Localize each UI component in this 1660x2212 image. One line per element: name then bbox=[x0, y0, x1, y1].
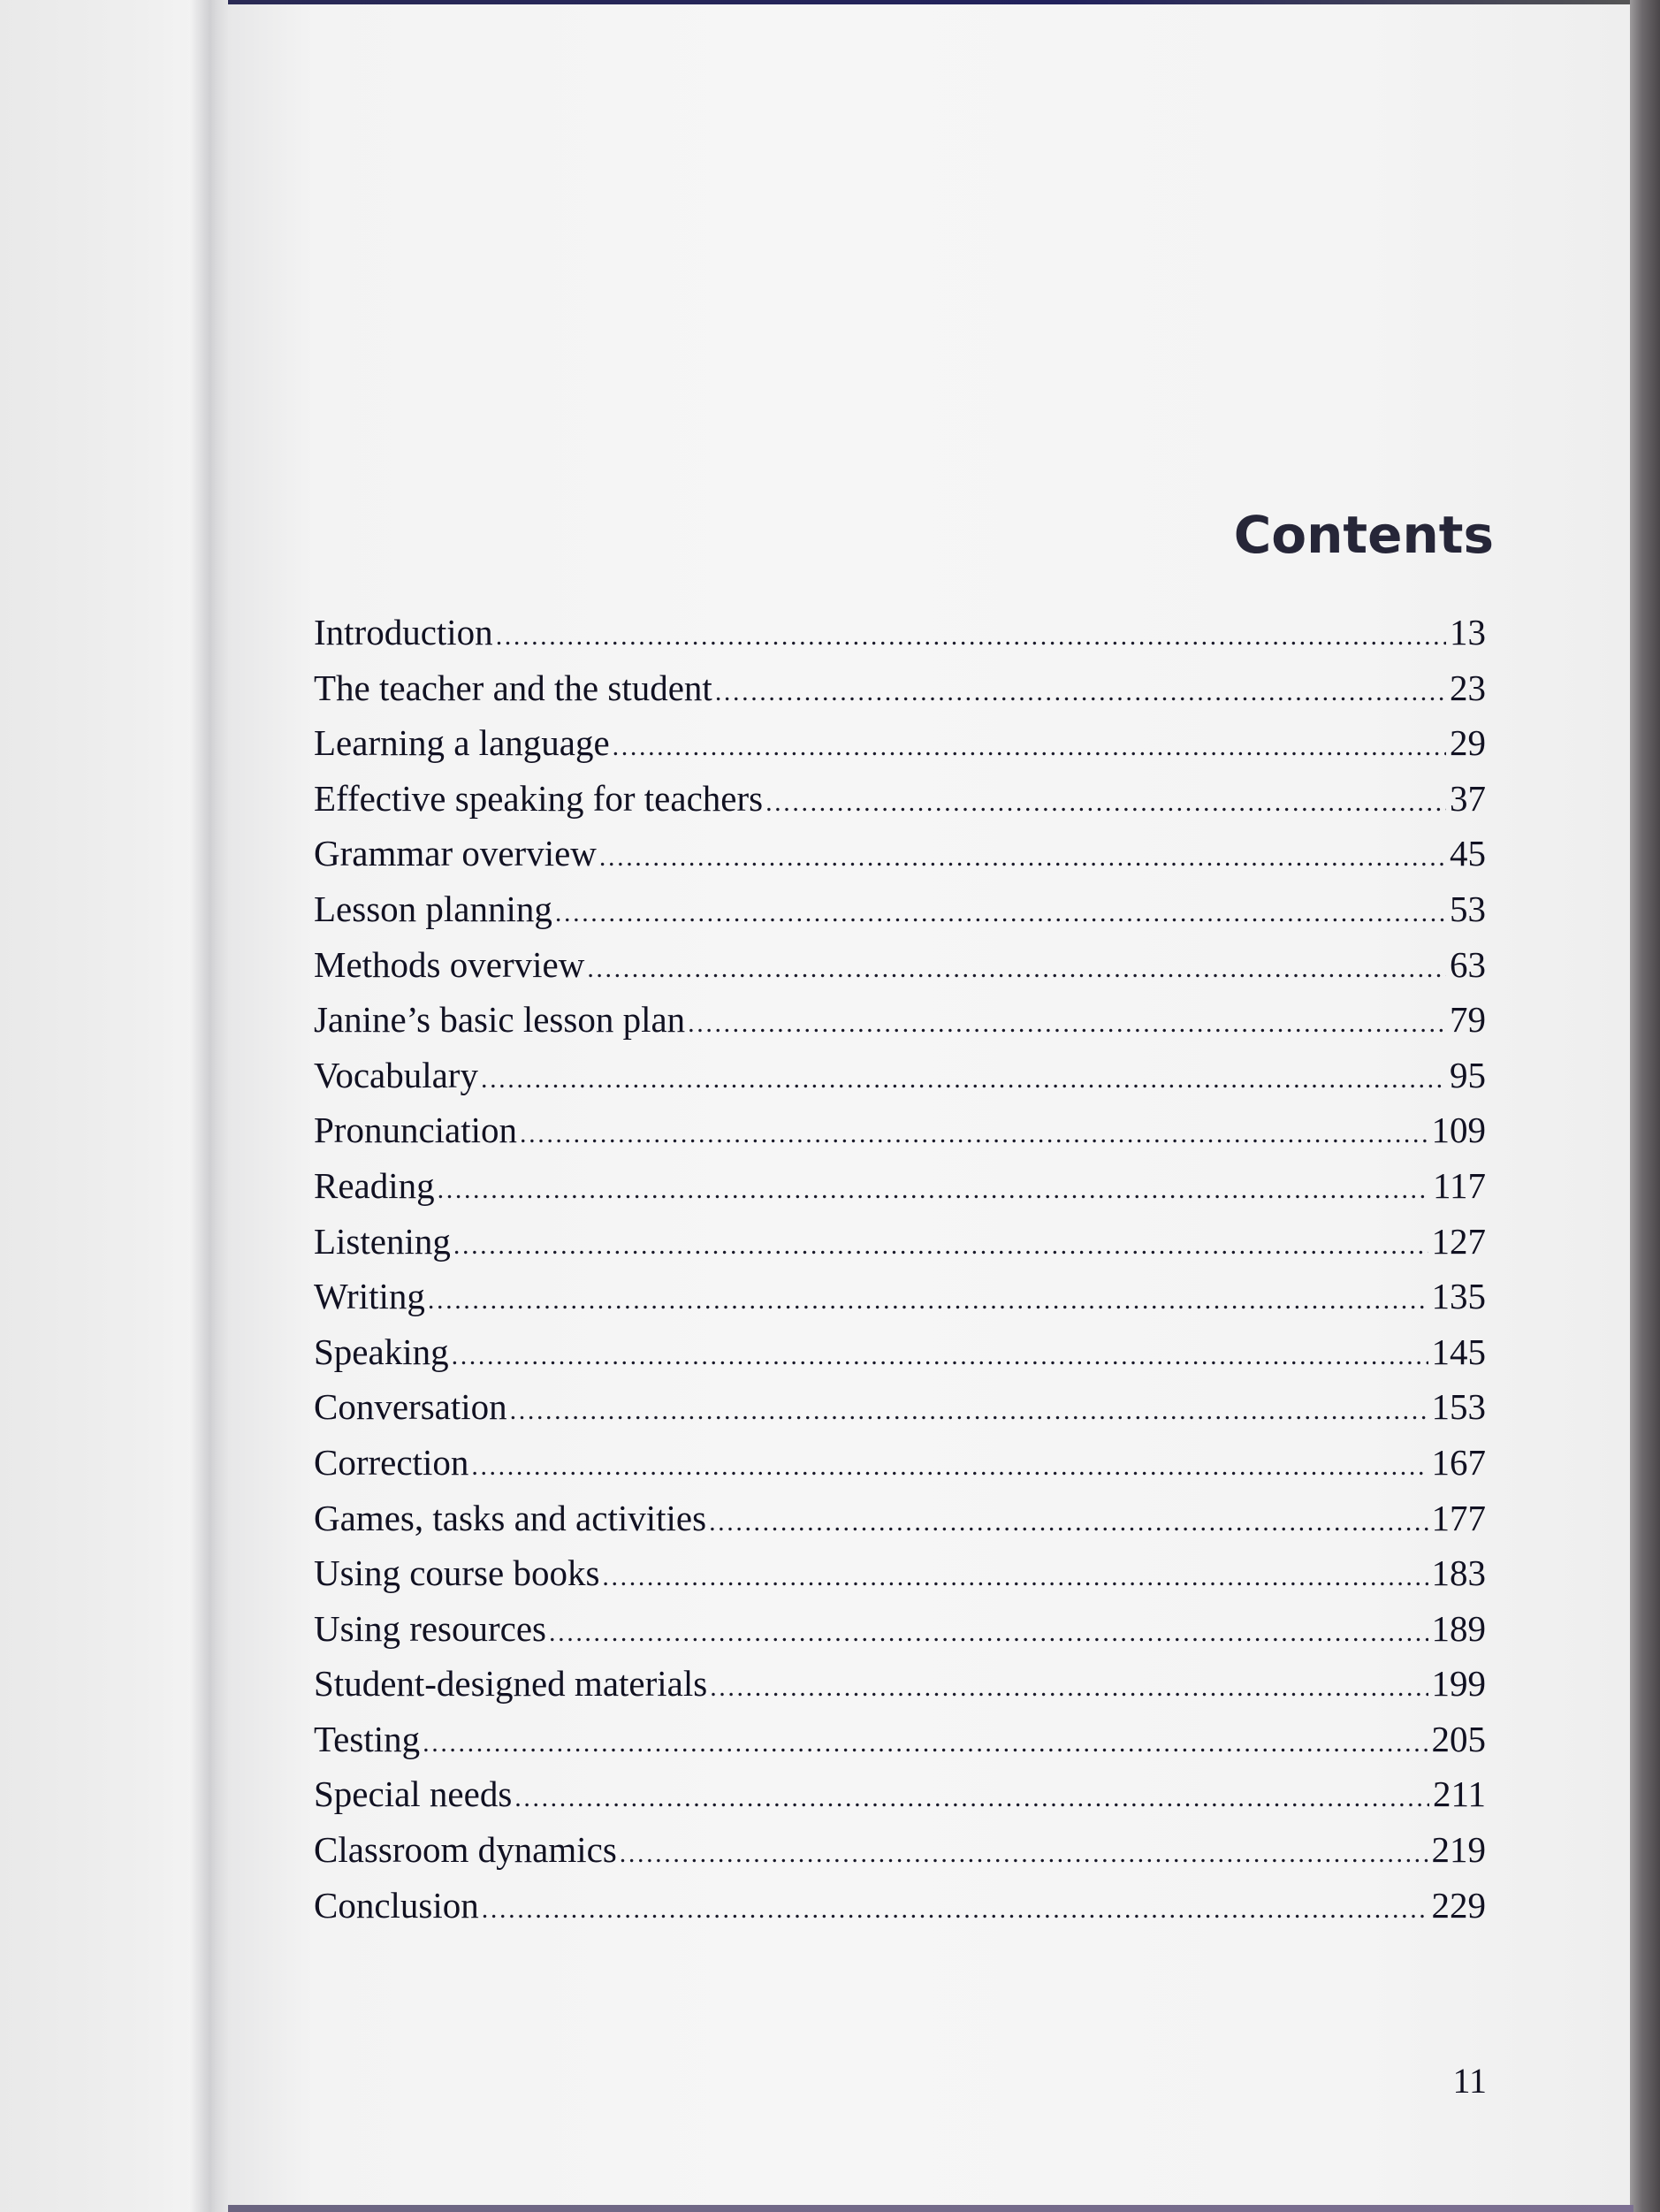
toc-entry-page: 95 bbox=[1450, 1054, 1486, 1095]
dot-leader bbox=[453, 1218, 1428, 1274]
scan-edge-bottom bbox=[228, 2205, 1633, 2212]
toc-entry[interactable] bbox=[314, 1766, 1486, 1822]
toc-entry[interactable] bbox=[314, 1435, 1486, 1491]
dot-leader bbox=[496, 609, 1446, 665]
dot-leader bbox=[555, 886, 1446, 942]
toc-entry[interactable] bbox=[314, 660, 1486, 716]
toc-entry-page: 135 bbox=[1431, 1276, 1486, 1317]
toc-entry[interactable] bbox=[314, 1656, 1486, 1712]
toc-entry[interactable] bbox=[314, 1712, 1486, 1767]
toc-entry[interactable] bbox=[314, 1102, 1486, 1158]
toc-entry-page: 229 bbox=[1431, 1884, 1486, 1926]
toc-entry-page: 23 bbox=[1450, 667, 1486, 708]
toc-entry[interactable] bbox=[314, 826, 1486, 881]
toc-entry[interactable] bbox=[314, 1158, 1486, 1214]
toc-entry-title: Pronunciation bbox=[314, 1110, 518, 1151]
toc-entry[interactable] bbox=[314, 715, 1486, 771]
toc-entry-page: 29 bbox=[1450, 722, 1486, 764]
toc-entry-page: 13 bbox=[1450, 612, 1486, 652]
toc-entry-page: 127 bbox=[1431, 1220, 1486, 1262]
toc-entry[interactable] bbox=[314, 605, 1486, 660]
toc-entry-title: Special needs bbox=[314, 1773, 513, 1815]
toc-entry-title: The teacher and the student bbox=[314, 667, 712, 708]
dot-leader bbox=[715, 665, 1446, 721]
toc-entry-title: Conclusion bbox=[314, 1884, 479, 1926]
page-title: Contents bbox=[1233, 504, 1494, 565]
toc-entry-page: 189 bbox=[1431, 1607, 1486, 1649]
scan-edge-top bbox=[228, 0, 1633, 4]
toc-entry-page: 153 bbox=[1431, 1386, 1486, 1428]
toc-entry-page: 199 bbox=[1431, 1663, 1486, 1705]
toc-entry-page: 63 bbox=[1450, 943, 1486, 985]
toc-entry[interactable] bbox=[314, 937, 1486, 993]
toc-entry-title: Effective speaking for teachers bbox=[314, 777, 764, 819]
dot-leader bbox=[620, 1827, 1428, 1882]
toc-entry-page: 53 bbox=[1450, 888, 1486, 929]
toc-entry[interactable] bbox=[314, 1545, 1486, 1601]
dot-leader bbox=[709, 1495, 1428, 1551]
dot-leader bbox=[613, 720, 1446, 775]
toc-entry[interactable] bbox=[314, 1601, 1486, 1657]
toc-entry[interactable] bbox=[314, 992, 1486, 1048]
dot-leader bbox=[602, 1550, 1428, 1606]
toc-entry-title: Using course books bbox=[314, 1552, 600, 1594]
toc-entry-title: Writing bbox=[314, 1276, 425, 1317]
page-edge-shadow bbox=[1630, 0, 1660, 2212]
toc-entry[interactable] bbox=[314, 1048, 1486, 1103]
toc-entry-page: 117 bbox=[1433, 1164, 1486, 1206]
dot-leader bbox=[710, 1660, 1428, 1716]
toc-entry-title: Testing bbox=[314, 1718, 421, 1759]
dot-leader bbox=[765, 775, 1446, 831]
toc-entry-page: 211 bbox=[1433, 1773, 1486, 1815]
toc-entry-page: 183 bbox=[1431, 1552, 1486, 1594]
toc-entry-page: 79 bbox=[1450, 999, 1486, 1041]
toc-entry-title: Janine’s basic lesson plan bbox=[314, 999, 686, 1041]
toc-entry-title: Conversation bbox=[314, 1386, 507, 1428]
toc-entry-title: Speaking bbox=[314, 1331, 449, 1372]
toc-entry-title: Using resources bbox=[314, 1607, 547, 1649]
toc-entry-title: Grammar overview bbox=[314, 833, 597, 874]
toc-entry-page: 109 bbox=[1431, 1110, 1486, 1151]
toc-entry[interactable] bbox=[314, 1822, 1486, 1878]
toc-entry[interactable] bbox=[314, 1269, 1486, 1324]
dot-leader bbox=[510, 1384, 1428, 1439]
dot-leader bbox=[471, 1439, 1428, 1495]
toc-entry-title: Listening bbox=[314, 1220, 451, 1262]
toc-entry-title: Learning a language bbox=[314, 722, 610, 764]
dot-leader bbox=[428, 1273, 1428, 1329]
toc-entry-title: Classroom dynamics bbox=[314, 1829, 617, 1871]
toc-entry-title: Student-designed materials bbox=[314, 1663, 708, 1705]
toc-entry-page: 177 bbox=[1431, 1497, 1486, 1538]
toc-entry-title: Methods overview bbox=[314, 943, 585, 985]
toc-entry[interactable] bbox=[314, 771, 1486, 827]
toc-entry-title: Correction bbox=[314, 1441, 469, 1483]
toc-entry[interactable] bbox=[314, 1491, 1486, 1546]
toc-entry-title: Reading bbox=[314, 1164, 435, 1206]
toc-entry-title: Lesson planning bbox=[314, 888, 552, 929]
toc-entry[interactable] bbox=[314, 1324, 1486, 1380]
dot-leader bbox=[423, 1716, 1428, 1772]
dot-leader bbox=[438, 1163, 1429, 1218]
facing-page-bleed bbox=[0, 893, 88, 948]
dot-leader bbox=[520, 1107, 1428, 1163]
toc-entry[interactable] bbox=[314, 1214, 1486, 1270]
toc-entry[interactable] bbox=[314, 1379, 1486, 1435]
toc-entry-title: Vocabulary bbox=[314, 1054, 478, 1095]
dot-leader bbox=[688, 996, 1446, 1052]
toc-entry-title: Introduction bbox=[314, 612, 493, 652]
toc-entry[interactable] bbox=[314, 1878, 1486, 1934]
table-of-contents bbox=[314, 605, 1486, 1933]
dot-leader bbox=[599, 830, 1446, 886]
dot-leader bbox=[514, 1771, 1429, 1827]
toc-entry-page: 37 bbox=[1450, 777, 1486, 819]
toc-entry-page: 205 bbox=[1431, 1718, 1486, 1759]
toc-entry-page: 219 bbox=[1431, 1829, 1486, 1871]
toc-entry-page: 167 bbox=[1431, 1441, 1486, 1483]
toc-entry-page: 45 bbox=[1450, 833, 1486, 874]
toc-entry-page: 145 bbox=[1431, 1331, 1486, 1372]
dot-leader bbox=[587, 942, 1446, 997]
facing-page bbox=[0, 0, 205, 2212]
page-number: 11 bbox=[1452, 2061, 1487, 2101]
dot-leader bbox=[549, 1606, 1428, 1661]
dot-leader bbox=[482, 1882, 1428, 1938]
toc-entry-title: Games, tasks and activities bbox=[314, 1497, 707, 1538]
toc-entry[interactable] bbox=[314, 881, 1486, 937]
dot-leader bbox=[481, 1052, 1446, 1108]
dot-leader bbox=[452, 1329, 1428, 1384]
